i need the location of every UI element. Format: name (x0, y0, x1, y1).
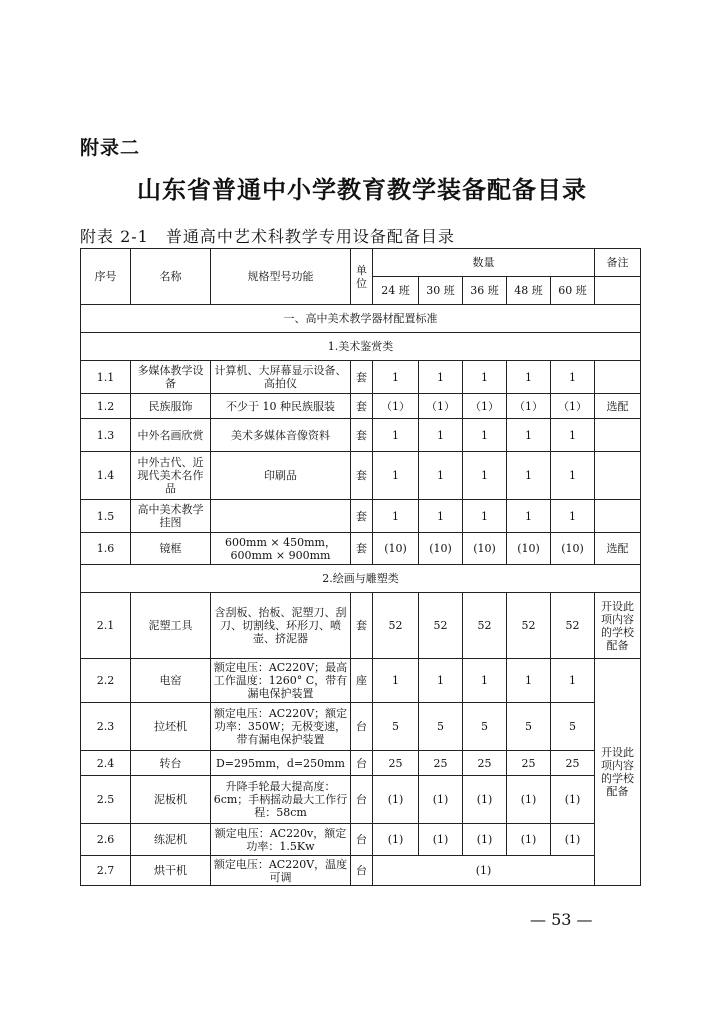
row-unit: 台 (351, 856, 373, 886)
row-spec: 600mm × 450mm，600mm × 900mm (211, 533, 351, 565)
header-class: 36 班 (463, 277, 507, 305)
equipment-table (80, 248, 641, 886)
row-seq: 2.4 (81, 751, 131, 776)
header-class: 30 班 (419, 277, 463, 305)
row-qty: 5 (419, 703, 463, 751)
row-name: 转台 (131, 751, 211, 776)
row-seq: 1.5 (81, 500, 131, 533)
header-row (81, 249, 641, 277)
header-unit: 单位 (351, 249, 373, 305)
row-seq: 2.1 (81, 593, 131, 659)
row-spec: 不少于 10 种民族服装 (211, 394, 351, 419)
row-spec: 计算机、大屏幕显示设备、高拍仪 (211, 361, 351, 394)
row-qty: 1 (419, 659, 463, 703)
row-qty: 1 (507, 419, 551, 452)
row-spec: 额定电压：AC220V，温度可调 (211, 856, 351, 886)
subsection-row (81, 333, 641, 361)
row-qty: (10) (419, 533, 463, 565)
row-qty: 1 (551, 500, 595, 533)
row-qty: 1 (373, 659, 419, 703)
row-qty: (10) (373, 533, 419, 565)
row-qty: (1) (373, 824, 419, 856)
row-qty: 25 (373, 751, 419, 776)
row-qty: 1 (551, 419, 595, 452)
row-qty: （1） (373, 394, 419, 419)
row-qty: 1 (463, 500, 507, 533)
row-seq: 2.6 (81, 824, 131, 856)
table-row (81, 751, 641, 776)
row-qty: 25 (551, 751, 595, 776)
row-qty: （1） (419, 394, 463, 419)
row-qty: 1 (463, 659, 507, 703)
row-name: 中外名画欣赏 (131, 419, 211, 452)
table-row (81, 419, 641, 452)
header-qty: 数量 (373, 249, 595, 277)
row-qty: 1 (551, 659, 595, 703)
row-qty: 5 (463, 703, 507, 751)
row-qty: (1) (463, 824, 507, 856)
row-name: 泥板机 (131, 776, 211, 824)
row-qty: 1 (551, 452, 595, 500)
header-class: 60 班 (551, 277, 595, 305)
row-seq: 2.2 (81, 659, 131, 703)
row-note: 选配 (595, 394, 641, 419)
table-row (81, 394, 641, 419)
row-unit: 座 (351, 659, 373, 703)
header-name: 名称 (131, 249, 211, 305)
row-qty: 52 (463, 593, 507, 659)
row-qty: (10) (507, 533, 551, 565)
row-qty: 1 (507, 452, 551, 500)
table-row (81, 659, 641, 703)
row-qty: 5 (551, 703, 595, 751)
row-name: 泥塑工具 (131, 593, 211, 659)
row-spec: 印刷品 (211, 452, 351, 500)
row-qty: 25 (463, 751, 507, 776)
row-spec: 额定电压：AC220v，额定功率：1.5Kw (211, 824, 351, 856)
row-qty: 1 (551, 361, 595, 394)
row-name: 中外古代、近现代美术名作品 (131, 452, 211, 500)
row-qty: 5 (507, 703, 551, 751)
row-spec: D=295mm，d=250mm (211, 751, 351, 776)
row-qty: 52 (507, 593, 551, 659)
subsection-row (81, 565, 641, 593)
table-row (81, 856, 641, 886)
row-unit: 套 (351, 361, 373, 394)
row-name: 烘干机 (131, 856, 211, 886)
row-qty: 25 (507, 751, 551, 776)
row-unit: 台 (351, 776, 373, 824)
subsection-title: 1.美术鉴赏类 (81, 333, 641, 361)
table-title: 附表 2-1 普通高中艺术科教学专用设备配备目录 (80, 227, 455, 246)
table-row (81, 533, 641, 565)
row-spec: 美术多媒体音像资料 (211, 419, 351, 452)
section-title: 一、高中美术教学器材配置标准 (81, 305, 641, 333)
row-spec: 含刮板、抬板、泥塑刀、刮刀、切割线、环形刀、喷壶、挤泥器 (211, 593, 351, 659)
row-seq: 1.4 (81, 452, 131, 500)
row-qty: (1) (507, 824, 551, 856)
row-unit: 台 (351, 751, 373, 776)
table-row (81, 500, 641, 533)
table-row (81, 452, 641, 500)
row-qty: (10) (463, 533, 507, 565)
row-qty: 1 (373, 361, 419, 394)
row-note (595, 361, 641, 394)
row-unit: 套 (351, 419, 373, 452)
row-qty: (1) (419, 824, 463, 856)
row-qty: 1 (419, 500, 463, 533)
table-row (81, 361, 641, 394)
row-name: 高中美术教学挂图 (131, 500, 211, 533)
row-seq: 2.7 (81, 856, 131, 886)
row-qty: (1) (373, 776, 419, 824)
row-spec (211, 500, 351, 533)
row-spec: 额定电压：AC220V；额定功率：350W；无极变速，带有漏电保护装置 (211, 703, 351, 751)
header-note: 备注 (595, 249, 641, 277)
row-note-merged: 开设此项内容的学校配备 (595, 659, 641, 886)
row-qty: （1） (463, 394, 507, 419)
row-seq: 1.3 (81, 419, 131, 452)
header-spec: 规格型号功能 (211, 249, 351, 305)
row-qty: 1 (419, 452, 463, 500)
row-seq: 2.5 (81, 776, 131, 824)
row-name: 练泥机 (131, 824, 211, 856)
row-qty: 1 (373, 500, 419, 533)
row-name: 民族服饰 (131, 394, 211, 419)
row-seq: 1.2 (81, 394, 131, 419)
table-row (81, 824, 641, 856)
row-qty: (1) (419, 776, 463, 824)
header-class: 48 班 (507, 277, 551, 305)
row-qty: 1 (507, 659, 551, 703)
row-name: 电窑 (131, 659, 211, 703)
row-qty: (10) (551, 533, 595, 565)
row-unit: 套 (351, 452, 373, 500)
row-qty: （1） (507, 394, 551, 419)
row-qty: 5 (373, 703, 419, 751)
row-note: 开设此项内容的学校配备 (595, 593, 641, 659)
row-qty: 1 (419, 361, 463, 394)
row-qty: 25 (419, 751, 463, 776)
page-title: 山东省普通中小学教育教学装备配备目录 (137, 175, 587, 204)
row-spec: 升降手轮最大提高度：6cm；手柄摇动最大工作行程：58cm (211, 776, 351, 824)
row-name: 多媒体教学设备 (131, 361, 211, 394)
row-qty: 1 (507, 361, 551, 394)
row-spec: 额定电压：AC220V；最高工作温度：1260° C，带有漏电保护装置 (211, 659, 351, 703)
row-qty: 1 (463, 419, 507, 452)
row-unit: 套 (351, 394, 373, 419)
row-seq: 1.1 (81, 361, 131, 394)
section-row (81, 305, 641, 333)
subsection-title: 2.绘画与雕塑类 (81, 565, 641, 593)
row-qty: (1) (551, 776, 595, 824)
row-qty: 1 (463, 361, 507, 394)
row-qty: 52 (419, 593, 463, 659)
row-seq: 1.6 (81, 533, 131, 565)
row-qty: (1) (463, 776, 507, 824)
appendix-label: 附录二 (80, 137, 141, 159)
row-qty: 52 (373, 593, 419, 659)
header-class: 24 班 (373, 277, 419, 305)
row-seq: 2.3 (81, 703, 131, 751)
header-seq: 序号 (81, 249, 131, 305)
row-qty: 1 (419, 419, 463, 452)
row-name: 拉坯机 (131, 703, 211, 751)
row-unit: 套 (351, 500, 373, 533)
row-note (595, 419, 641, 452)
row-name: 镜框 (131, 533, 211, 565)
row-unit: 台 (351, 703, 373, 751)
header-note-empty (595, 277, 641, 305)
row-qty: (1) (551, 824, 595, 856)
table-row (81, 593, 641, 659)
row-qty-merged: (1) (373, 856, 595, 886)
table-row (81, 703, 641, 751)
row-unit: 台 (351, 824, 373, 856)
row-qty: （1） (551, 394, 595, 419)
row-note (595, 500, 641, 533)
table-row (81, 776, 641, 824)
row-qty: 52 (551, 593, 595, 659)
row-unit: 套 (351, 533, 373, 565)
row-qty: 1 (507, 500, 551, 533)
row-qty: 1 (373, 452, 419, 500)
row-note: 选配 (595, 533, 641, 565)
row-qty: (1) (507, 776, 551, 824)
row-note (595, 452, 641, 500)
row-qty: 1 (373, 419, 419, 452)
row-unit: 套 (351, 593, 373, 659)
page-number: — 53 — (530, 910, 593, 929)
row-qty: 1 (463, 452, 507, 500)
